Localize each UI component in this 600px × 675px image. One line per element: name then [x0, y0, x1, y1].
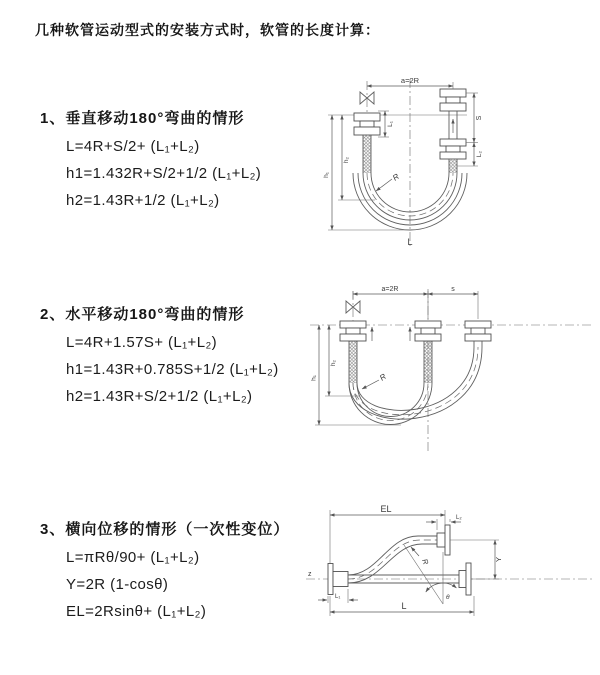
left-fitting [340, 321, 366, 341]
left-fitting [354, 113, 380, 135]
section-1-heading: 1、垂直移动180°弯曲的情形 [40, 110, 245, 127]
right-flange-upper [437, 525, 450, 555]
dimension-s [428, 286, 478, 294]
dim-label-r: R [390, 171, 401, 183]
dim-label-h1: h₁ [323, 172, 330, 178]
diagram-vertical-u-bend [310, 73, 598, 263]
formula-h1: h1=1.432R+S/2+1/2 (L₁+L₂) [66, 165, 262, 182]
dim-label-l2: L₂ [476, 150, 483, 158]
section-lateral-displacement [40, 518, 289, 620]
page-title: 几种软管运动型式的安装方式时，软管的长度计算： [35, 22, 380, 38]
dim-label-y: Y [494, 556, 503, 563]
dimension-s [466, 93, 483, 143]
section-vertical-movement [40, 107, 261, 209]
right-flange-lower [459, 563, 471, 595]
dim-label-s: S [476, 115, 483, 121]
dim-label-el: EL [380, 504, 392, 514]
dim-label-span: a=2R [400, 76, 420, 85]
radius-callout [362, 372, 388, 389]
radius-callout [411, 547, 431, 566]
formula-h2: h2=1.43R+S/2+1/2 (L₁+L₂) [66, 388, 253, 405]
formula-L: L=4R+1.57S+ (L₁+L₂) [66, 334, 218, 351]
section-horizontal-movement [40, 303, 279, 405]
left-hose-leg [363, 135, 371, 173]
dimension-l1 [318, 589, 358, 603]
section-3-heading: 3、横向位移的情形（一次性变位） [40, 521, 290, 538]
dimension-l2 [426, 515, 462, 530]
formula-L: L=πRθ/90+ (L₁+L₂) [66, 549, 200, 566]
dim-label-h2: h₂ [343, 156, 350, 164]
dimension-el [330, 504, 445, 563]
dim-label-span: a=2R [381, 286, 399, 293]
lateral-displacement-drawing [298, 500, 600, 648]
dim-label-h2: h₂ [330, 359, 337, 367]
right-fitting-lower [440, 139, 466, 159]
right-fitting-upper [440, 89, 466, 111]
dim-label-l: L [407, 237, 413, 247]
dimension-l [330, 596, 474, 616]
vertical-u-bend-drawing [310, 73, 598, 263]
dim-label-theta: θ [446, 594, 450, 601]
formula-EL: EL=2Rsinθ+ (L₁+L₂) [66, 603, 207, 620]
left-flange [328, 564, 348, 595]
left-hose-leg [349, 341, 357, 383]
diagram-horizontal-u-bend [306, 283, 598, 461]
formula-h1: h1=1.43R+0.785S+1/2 (L₁+L₂) [66, 361, 279, 378]
dim-label-l1: L₁ [387, 121, 394, 127]
section-2-heading: 2、水平移动180°弯曲的情形 [40, 306, 245, 323]
formula-h2: h2=1.43R+1/2 (L₁+L₂) [66, 192, 220, 209]
dim-label-l2: L₂ [456, 515, 462, 521]
diagram-lateral-displacement [298, 500, 600, 648]
horizontal-u-bend-drawing [306, 283, 598, 461]
dim-label-r: R [420, 557, 431, 566]
dim-label-h1: h₁ [310, 375, 318, 381]
right-hose-leg [449, 159, 457, 173]
dim-label-l: L [401, 601, 407, 611]
centerline-mark-z: z [308, 571, 312, 578]
dimension-y [450, 540, 503, 579]
middle-fitting [415, 321, 441, 341]
middle-hose-leg [424, 341, 432, 383]
radius-callout [376, 172, 401, 191]
dim-label-l1: L₁ [335, 594, 341, 600]
dimension-span [353, 286, 478, 319]
formula-L: L=4R+S/2+ (L₁+L₂) [66, 138, 200, 155]
dim-label-r: R [377, 371, 388, 383]
dim-label-s: s [451, 286, 455, 293]
right-fitting [465, 321, 491, 347]
formula-Y: Y=2R (1-cosθ) [66, 576, 169, 593]
